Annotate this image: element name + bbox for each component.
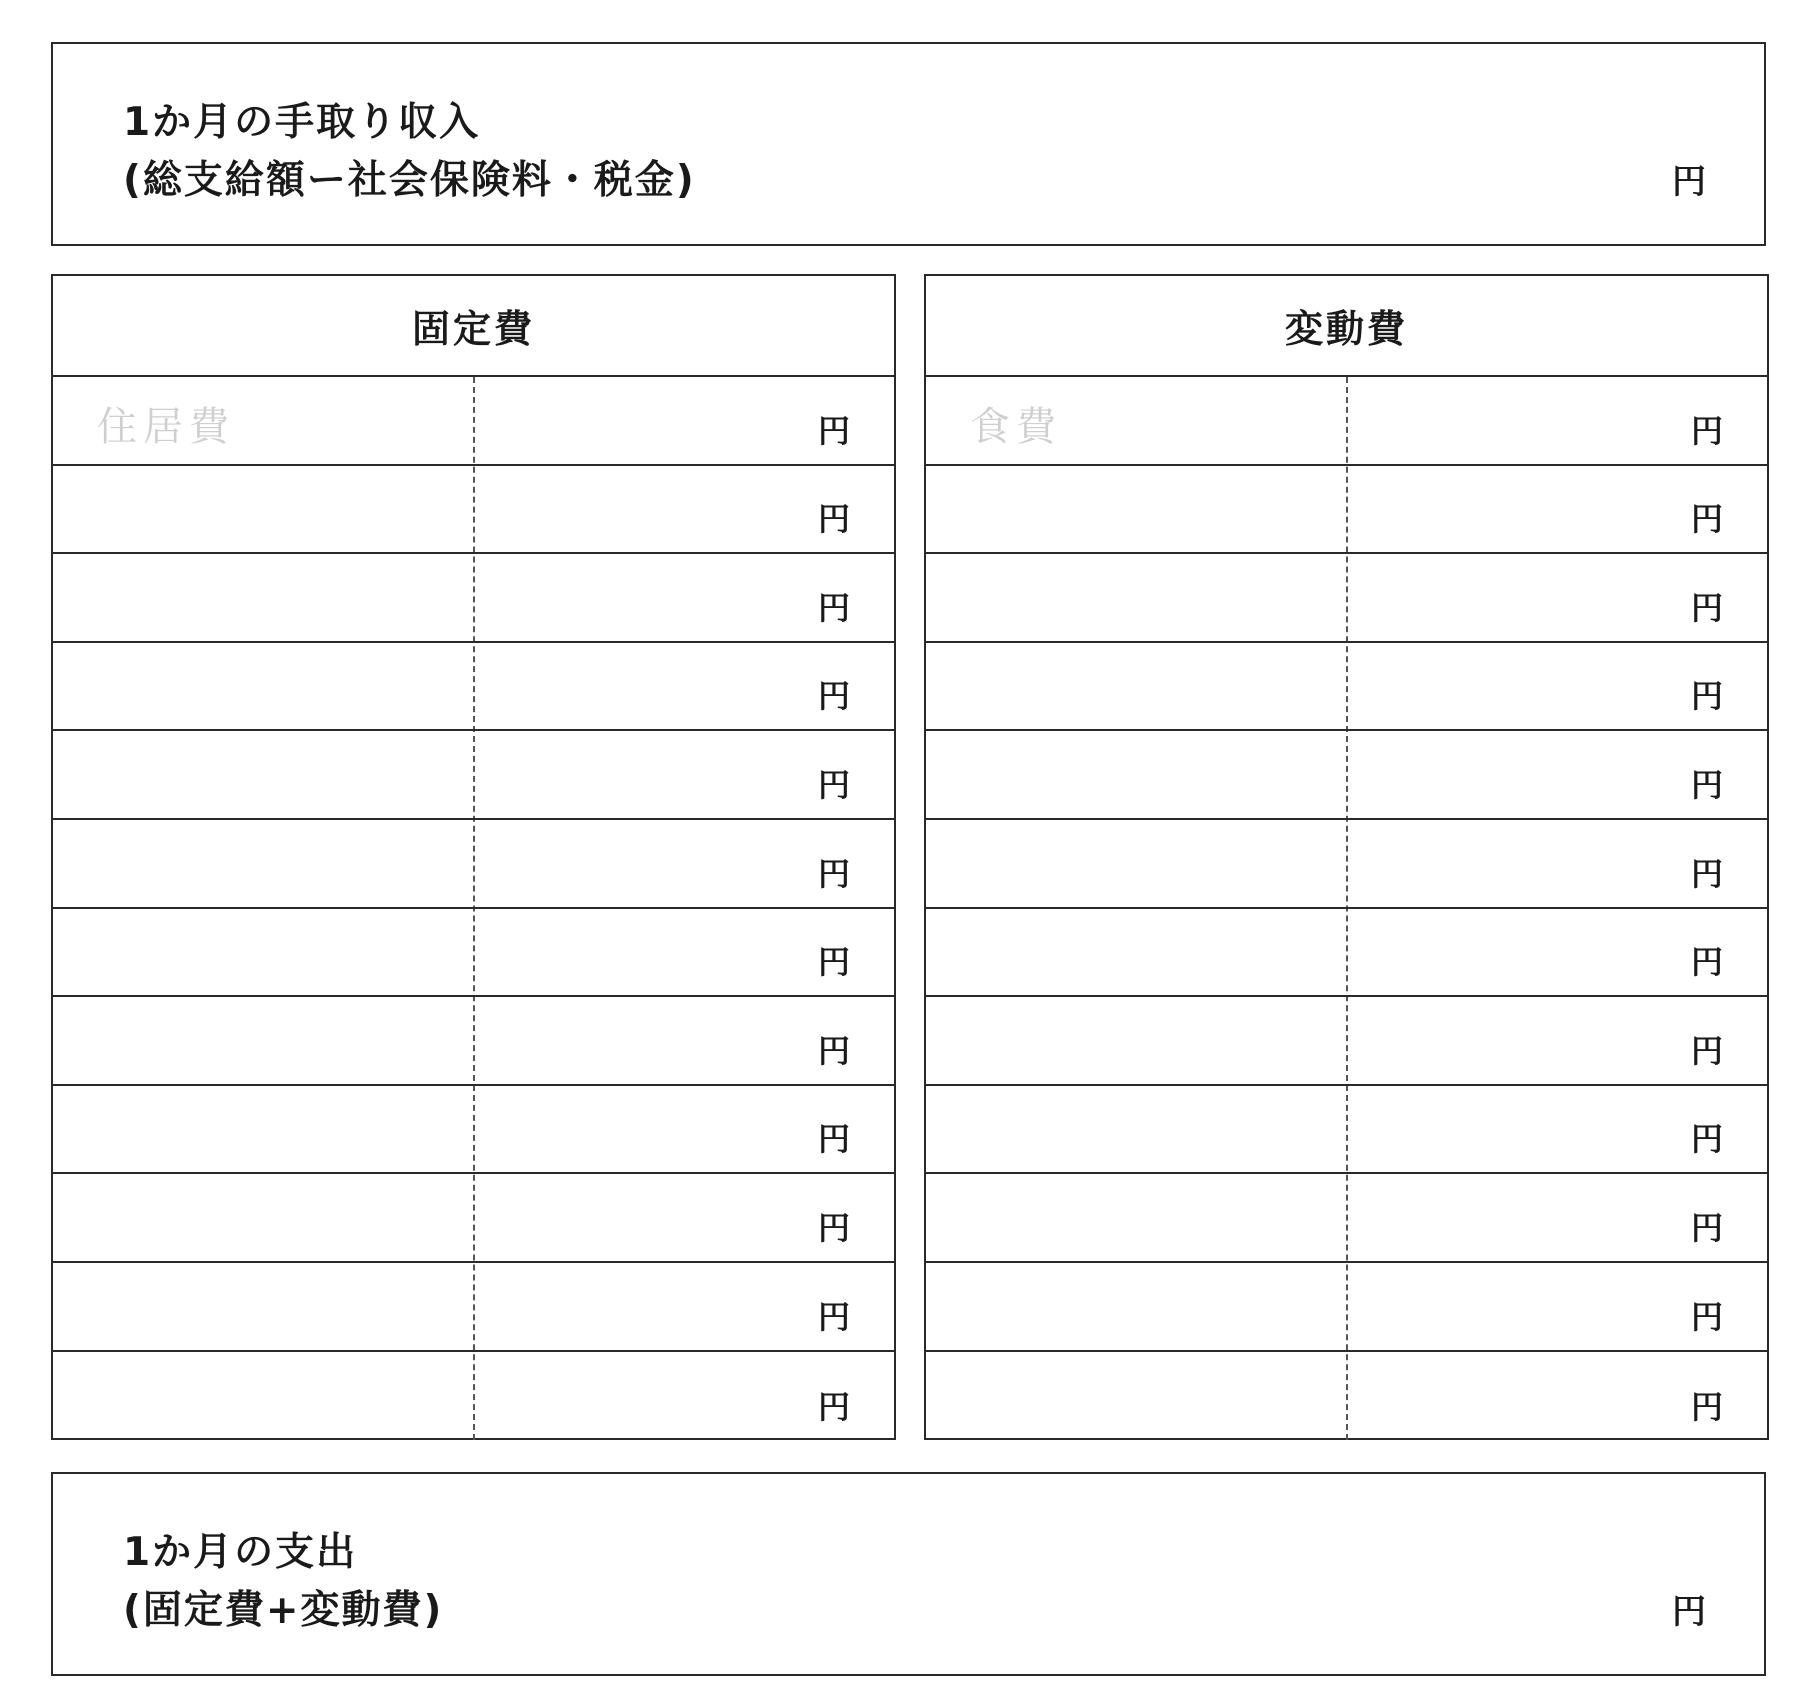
table-row[interactable] bbox=[926, 1352, 1767, 1441]
yen-unit: 円 bbox=[817, 854, 850, 893]
fixed-cost-example-item: 住居費 bbox=[97, 404, 235, 450]
yen-unit: 円 bbox=[817, 943, 850, 982]
yen-unit: 円 bbox=[1690, 411, 1723, 450]
yen-unit: 円 bbox=[1690, 1208, 1723, 1247]
yen-unit: 円 bbox=[817, 588, 850, 627]
table-row[interactable] bbox=[926, 554, 1767, 643]
yen-unit: 円 bbox=[1690, 1297, 1723, 1336]
yen-unit: 円 bbox=[817, 500, 850, 539]
table-row[interactable] bbox=[53, 820, 894, 909]
table-row[interactable] bbox=[926, 731, 1767, 820]
yen-unit: 円 bbox=[817, 1208, 850, 1247]
income-yen-unit: 円 bbox=[1672, 162, 1706, 202]
table-row[interactable] bbox=[53, 997, 894, 1086]
expense-box bbox=[51, 1472, 1766, 1676]
yen-unit: 円 bbox=[817, 411, 850, 450]
table-row[interactable] bbox=[926, 1174, 1767, 1263]
income-box bbox=[51, 42, 1766, 246]
expense-label bbox=[123, 1524, 443, 1640]
table-row[interactable] bbox=[926, 377, 1767, 466]
yen-unit: 円 bbox=[1690, 500, 1723, 539]
yen-unit: 円 bbox=[817, 1388, 850, 1427]
expense-yen-unit: 円 bbox=[1672, 1592, 1706, 1632]
variable-cost-example-item: 食費 bbox=[970, 404, 1062, 450]
yen-unit: 円 bbox=[817, 1297, 850, 1336]
yen-unit: 円 bbox=[1690, 854, 1723, 893]
yen-unit: 円 bbox=[1690, 1388, 1723, 1427]
table-row[interactable] bbox=[926, 820, 1767, 909]
yen-unit: 円 bbox=[1690, 765, 1723, 804]
table-row[interactable] bbox=[926, 997, 1767, 1086]
yen-unit: 円 bbox=[817, 1120, 850, 1159]
table-row[interactable] bbox=[53, 909, 894, 998]
table-row[interactable] bbox=[53, 377, 894, 466]
yen-unit: 円 bbox=[1690, 943, 1723, 982]
table-row[interactable] bbox=[53, 1352, 894, 1441]
table-row[interactable] bbox=[53, 643, 894, 732]
yen-unit: 円 bbox=[817, 765, 850, 804]
yen-unit: 円 bbox=[1690, 588, 1723, 627]
variable-cost-table bbox=[924, 274, 1769, 1440]
yen-unit: 円 bbox=[1690, 677, 1723, 716]
table-row[interactable] bbox=[926, 909, 1767, 998]
income-label-line2: (総支給額ー社会保険料・税金) bbox=[123, 158, 696, 203]
table-row[interactable] bbox=[53, 731, 894, 820]
variable-cost-title: 変動費 bbox=[926, 276, 1767, 377]
table-row[interactable] bbox=[53, 1263, 894, 1352]
yen-unit: 円 bbox=[817, 677, 850, 716]
expense-label-line2: (固定費+変動費) bbox=[123, 1588, 444, 1633]
income-label bbox=[123, 94, 696, 210]
table-row[interactable] bbox=[926, 643, 1767, 732]
table-row[interactable] bbox=[53, 1174, 894, 1263]
income-label-line1: 1か月の手取り収入 bbox=[123, 100, 481, 145]
fixed-cost-table bbox=[51, 274, 896, 1440]
table-row[interactable] bbox=[926, 1263, 1767, 1352]
fixed-cost-title: 固定費 bbox=[53, 276, 894, 377]
table-row[interactable] bbox=[53, 554, 894, 643]
table-row[interactable] bbox=[926, 466, 1767, 555]
yen-unit: 円 bbox=[1690, 1031, 1723, 1070]
table-row[interactable] bbox=[53, 466, 894, 555]
table-row[interactable] bbox=[53, 1086, 894, 1175]
variable-cost-rows bbox=[926, 377, 1767, 1440]
yen-unit: 円 bbox=[1690, 1120, 1723, 1159]
expense-label-line1: 1か月の支出 bbox=[123, 1530, 358, 1575]
yen-unit: 円 bbox=[817, 1031, 850, 1070]
fixed-cost-rows bbox=[53, 377, 894, 1440]
table-row[interactable] bbox=[926, 1086, 1767, 1175]
